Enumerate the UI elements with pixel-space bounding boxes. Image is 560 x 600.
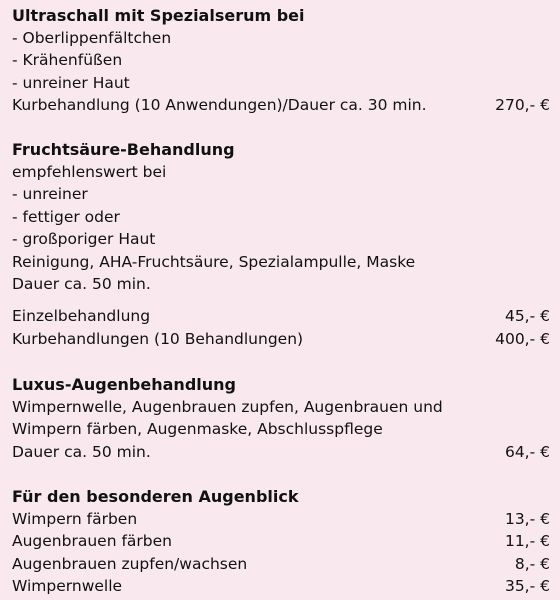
section-augenbehandlung — [12, 374, 550, 463]
price-row — [12, 441, 550, 463]
price-row — [12, 575, 550, 597]
list-item: empfehlenswert bei — [12, 163, 167, 181]
list-item: Wimpernwelle, Augenbrauen zupfen, Augenbrauen und — [12, 398, 443, 416]
price-value: 270,- € — [495, 96, 550, 115]
price-label: Kurbehandlung (10 Anwendungen)/Dauer ca. 30 min. — [12, 96, 427, 115]
list-item: - unreiner Haut — [12, 73, 130, 92]
list-item: Wimpern färben, Augenmaske, Abschlusspflege — [12, 420, 383, 439]
price-label: Einzelbehandlung — [12, 307, 151, 326]
price-label: Wimpern färben — [12, 510, 138, 528]
section-title: Luxus-Augenbehandlung — [12, 375, 236, 394]
price-value: 45,- € — [504, 307, 550, 326]
section-ultraschall — [12, 5, 550, 117]
section-fruchtsaeure — [12, 139, 550, 350]
list-item: - fettiger oder — [12, 207, 120, 226]
price-row — [12, 305, 550, 327]
price-value: 8,- € — [514, 554, 550, 573]
price-row — [12, 530, 550, 552]
list-item: Reinigung, AHA-Fruchtsäure, Spezialampulle, Maske — [12, 252, 416, 271]
list-item: - Oberlippenfältchen — [12, 29, 172, 47]
section-title: Fruchtsäure-Behandlung — [12, 140, 235, 159]
list-item: - großporiger Haut — [12, 230, 156, 249]
section-title: Für den besonderen Augenblick — [12, 487, 299, 506]
section-augenblick — [12, 486, 550, 598]
price-label: Kurbehandlungen (10 Behandlungen) — [12, 329, 304, 348]
price-label: Augenbrauen färben — [12, 532, 172, 551]
list-item: - Krähenfüßen — [12, 51, 123, 70]
price-row — [12, 328, 550, 350]
price-value: 35,- € — [504, 577, 550, 596]
price-label: Wimpernwelle — [12, 577, 123, 596]
price-label: Augenbrauen zupfen/wachsen — [12, 554, 248, 573]
list-item: Dauer ca. 50 min. — [12, 275, 151, 294]
price-value: 64,- € — [504, 442, 550, 461]
price-row — [12, 553, 550, 575]
price-value: 13,- € — [504, 510, 550, 528]
price-value: 400,- € — [495, 329, 550, 348]
price-row — [12, 94, 550, 116]
section-title: Ultraschall mit Spezialserum bei — [12, 6, 305, 25]
price-row — [12, 508, 550, 530]
list-item: - unreiner — [12, 185, 88, 204]
price-label: Dauer ca. 50 min. — [12, 442, 151, 461]
price-value: 11,- € — [504, 532, 550, 551]
